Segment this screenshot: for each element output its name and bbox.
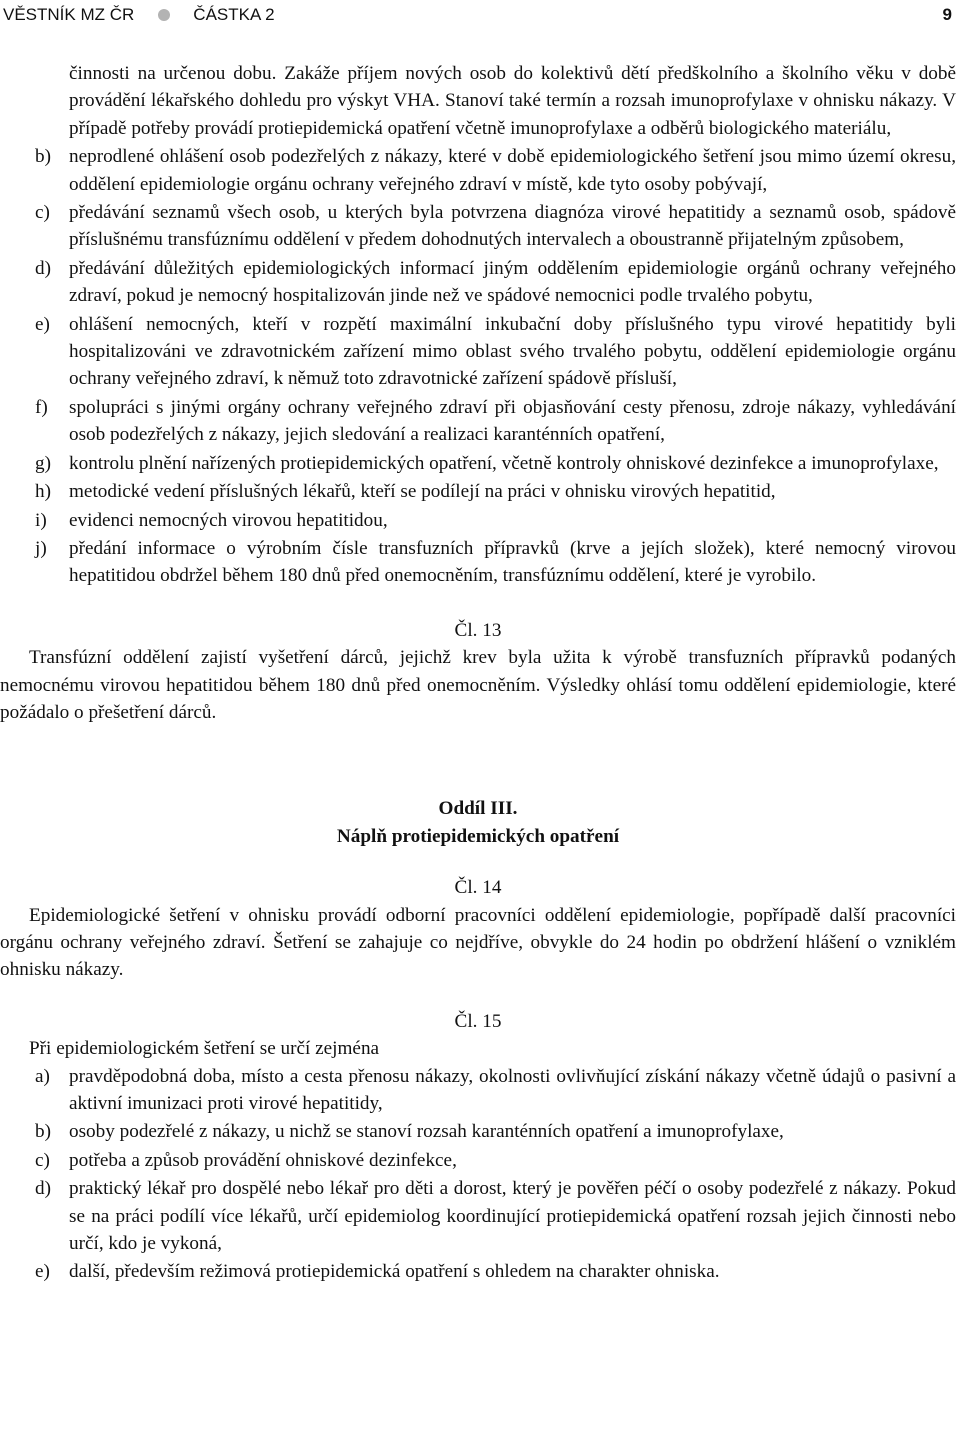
page-number: 9 [942, 5, 952, 24]
list-item [0, 507, 956, 534]
list-item [0, 255, 956, 310]
list-item-label: i) [35, 509, 47, 531]
list-item-label: j) [35, 537, 47, 559]
article-13-text: Transfúzní oddělení zajistí vyšetření dárců, jejichž krev byla užita k výrobě transfuzních přípravků podaných nemocnému virovou hepatitidou během 180 dnů před onemocněním. Výsledky ohlásí tomu oddělení epidemiologie, které požádalo o přešetření dárců. [0, 647, 956, 723]
list-item-text: ohlášení nemocných, kteří v rozpětí maximální inkubační doby příslušného typu virové hepatitidy byli hospitalizováni ve zdravotnickém zařízení mimo oblast svého trvalého pobytu, oddělení epidemiologie orgánu ochrany veřejného zdraví, k němuž toto zdravotnické zařízení spádově přísluší, [69, 313, 956, 390]
intro-text: činnosti na určenou dobu. Zakáže příjem nových osob do kolektivů dětí předškolního a školního věku v době provádění lékařského dohledu pro výskyt VHA. Stanoví také termín a rozsah imunoprofylaxe v ohnisku nákazy. V případě potřeby provádí protiepidemická opatření včetně imunoprofylaxe a odběrů biologického materiálu, [69, 63, 956, 139]
list-item-label: c) [35, 202, 50, 224]
list-item [0, 478, 956, 505]
list-item-label: g) [35, 452, 51, 474]
list-item-text: praktický lékař pro dospělé nebo lékař pro děti a dorost, který je pověřen péčí o osoby podezřelé z nákazy. Pokud se na práci podílí více lékařů, určí epidemiolog koordinující protiepidemická opatření rozsah jejich činnosti nebo určí, kdo je vykoná, [69, 1178, 956, 1255]
list-item-label: d) [35, 1178, 51, 1200]
list-item-text: potřeba a způsob provádění ohniskové dezinfekce, [69, 1149, 457, 1171]
list-item [0, 311, 956, 393]
list-item-label: e) [35, 313, 50, 335]
document-body [0, 60, 956, 1287]
article-15-intro: Při epidemiologickém šetření se určí zejména [29, 1038, 380, 1060]
list-item-label: b) [35, 146, 51, 168]
list-item-text: předání informace o výrobním čísle transfuzních přípravků (krve a jejích složek), které nemocný virovou hepatitidou obdržel během 180 dnů před onemocněním, transfúznímu oddělení, které je vyrobilo. [69, 537, 956, 587]
list-item-label: f) [35, 396, 48, 418]
article-14-text: Epidemiologické šetření v ohnisku provádí odborní pracovníci oddělení epidemiologie, popřípadě další pracovníci orgánu ochrany veřejného zdraví. Šetření se zahajuje co nejdříve, obvykle do 24 hodin po obdržení hlášení o vzniklém ohnisku nákazy. [0, 904, 956, 981]
list-item-text: další, především režimová protiepidemická opatření s ohledem na charakter ohniska. [69, 1261, 720, 1283]
list-item-label: c) [35, 1149, 50, 1171]
list-item [0, 394, 956, 449]
article-13-heading: Čl. 13 [454, 619, 502, 641]
list-item-text: neprodlené ohlášení osob podezřelých z nákazy, které v době epidemiologického šetření jsou mimo území okresu, oddělení epidemiologie orgánu ochrany veřejného zdraví v místě, kde tyto osoby pobývají, [69, 146, 956, 195]
list-item-text: předávání seznamů všech osob, u kterých byla potvrzena diagnóza virové hepatitidy a seznamů osob, spádově příslušnému transfúznímu oddělení v předem dohodnutých intervalech a oboustranně přijatelným způsobem, [69, 202, 956, 251]
section-subtitle: Náplň protiepidemických opatření [336, 825, 620, 847]
article-14-heading: Čl. 14 [454, 877, 502, 899]
list-item [0, 199, 956, 254]
bullet-dot-icon [158, 9, 170, 21]
list-a-to-e [0, 1063, 956, 1286]
intro-paragraph [0, 60, 956, 142]
list-item-text: pravděpodobná doba, místo a cesta přenosu nákazy, okolnosti ovlivňující získání nákazy včetně údajů o pasivní a aktivní imunizaci proti virové hepatitidy, [69, 1065, 956, 1114]
list-b-to-j [0, 143, 956, 590]
list-item-text: spolupráci s jinými orgány ochrany veřejného zdraví při objasňování cesty přenosu, zdroje nákazy, vyhledávání osob podezřelých z nákazy, jejich sledování a realizaci karanténních opatření, [69, 396, 956, 446]
list-item [0, 1118, 956, 1145]
list-item [0, 450, 956, 477]
list-item [0, 143, 956, 198]
list-item-text: metodické vedení příslušných lékařů, kteří se podílejí na práci v ohnisku virových hepatitid, [69, 481, 776, 503]
section-title: Oddíl III. [438, 798, 518, 820]
list-item-label: e) [35, 1261, 50, 1283]
part-number: ČÁSTKA 2 [193, 5, 275, 24]
journal-name: VĚSTNÍK MZ ČR [3, 5, 135, 24]
list-item [0, 535, 956, 590]
list-item-text: evidenci nemocných virovou hepatitidou, [69, 509, 388, 531]
list-item [0, 1175, 956, 1257]
list-item-label: a) [35, 1065, 50, 1087]
list-item [0, 1258, 956, 1285]
list-item-text: osoby podezřelé z nákazy, u nichž se stanoví rozsah karanténních opatření a imunoprofylaxe, [69, 1121, 784, 1143]
list-item-label: d) [35, 257, 51, 279]
list-item-label: h) [35, 481, 51, 503]
page-header [0, 0, 960, 30]
article-15-heading: Čl. 15 [454, 1010, 502, 1032]
header-left [3, 0, 275, 30]
list-item [0, 1063, 956, 1118]
list-item-text: kontrolu plnění nařízených protiepidemických opatření, včetně kontroly ohniskové dezinfekce a imunoprofylaxe, [69, 452, 939, 474]
list-item-text: předávání důležitých epidemiologických informací jiným oddělením epidemiologie orgánů ochrany veřejného zdraví, pokud je nemocný hospitalizován jinde než ve spádové nemocnici podle trvalého pobytu, [69, 257, 956, 307]
list-item-label: b) [35, 1121, 51, 1143]
list-item [0, 1147, 956, 1174]
